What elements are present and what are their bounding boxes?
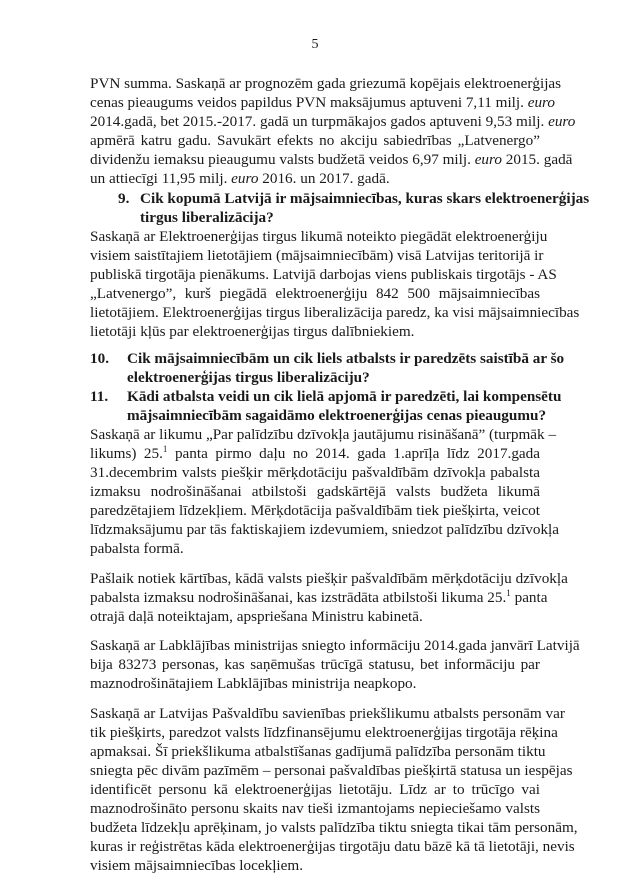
text-line: publiskā tirgotāja pienākums. Latvijā darbojas viens publiskais tirgotājs - AS [90, 266, 557, 283]
text-line: izmaksu nodrošināšanai atbilstoši gadskārtējā valsts budžeta likumā [90, 483, 540, 500]
text-line: Saskaņā ar Elektroenerģijas tirgus likumā noteikto piegādāt elektroenerģiju [90, 228, 548, 245]
text-line: visiem mājsaimniecības locekļiem. [90, 857, 303, 874]
question-text: elektroenerģijas tirgus liberalizāciju? [127, 369, 370, 386]
question-text: tirgus liberalizācija? [140, 209, 274, 226]
text-line: līdzmaksājumu par tās faktiskajiem izdevumiem, sniedzot palīdzību dzīvokļa [90, 521, 559, 538]
text-line: cenas pieaugums veidos papildus PVN maksājumus aptuveni 7,11 milj. euro [90, 94, 555, 111]
text-line: Saskaņā ar Labklājības ministrijas sniegto informāciju 2014.gada janvārī Latvijā [90, 637, 580, 654]
text-line: un attiecīgi 11,95 milj. euro 2016. un 2017. gadā. [90, 170, 390, 187]
text-line: kuras ir reģistrētas kāda elektroenerģijas tirgotāju datu bāzē kā tā lietotāji, nevis [90, 838, 575, 855]
question-text: Cik mājsaimniecībām un cik liels atbalsts ir paredzēts saistībā ar šo [127, 350, 565, 367]
text-line: lietotājiem. Elektroenerģijas tirgus liberalizācija paredz, ka visi mājsaimniecības [90, 304, 580, 321]
text-line: apmērā katru gadu. Savukārt efekts no akciju sabiedrības „Latvenergo” [90, 132, 540, 149]
text-line: maznodrošinātajiem Labklājības ministrija neapkopo. [90, 675, 417, 692]
text-line: „Latvenergo”, kurš piegādā elektroenerģiju 842 500 mājsaimniecības [90, 285, 540, 302]
text-line: Saskaņā ar Latvijas Pašvaldību savienības priekšlikumu atbalsts personām var [90, 705, 565, 722]
text-line: dividenžu iemaksu pieaugumu valsts budžetā veidos 6,97 milj. euro 2015. gadā [90, 151, 573, 168]
text-line: identificēt personu kā elektroenerģijas lietotāju. Līdz ar to trūcīgo vai [90, 781, 540, 798]
question-number: 11. [90, 388, 109, 405]
text-line: paredzētajiem līdzekļiem. Mērķdotācija pašvaldībām tiek piešķirta, veicot [90, 502, 540, 519]
text-line: otrajā daļā noteiktajam, apspriešana Ministru kabinetā. [90, 608, 423, 625]
text-line: pabalsta formā. [90, 540, 184, 557]
text-line: PVN summa. Saskaņā ar prognozēm gada griezumā kopējais elektroenerģijas [90, 75, 562, 92]
text-line: pabalsta izmaksu nodrošināšanai, kas izstrādāta atbilstoši likuma 25.$^1$ panta [90, 588, 548, 606]
question-number: 9. [118, 190, 130, 207]
text-line: bija 83273 personas, kas saņēmušas trūcīgā statusu, bet informāciju par [90, 656, 540, 673]
question-text: mājsaimniecībām sagaidāmo elektroenerģijas cenas pieaugumu? [127, 407, 547, 424]
text-line: 31.decembrim valsts piešķir mērķdotāciju pašvaldībām dzīvokļa pabalsta [90, 464, 540, 481]
text-line: 2014.gadā, bet 2015.-2017. gadā un turpmākajos gados aptuveni 9,53 milj. euro [90, 113, 576, 130]
text-line: tik piešķirts, paredzot valsts līdzfinansējumu elektroenerģijas tirgotāja rēķina [90, 724, 558, 741]
text-line: sniegta pēc divām pazīmēm – personai pašvaldības piešķirtā statusa un iespējas [90, 762, 573, 779]
text-line: maznodrošināto personu skaits nav tieši izmantojams nepieciešamo valsts [90, 800, 540, 817]
text-line: Pašlaik notiek kārtības, kādā valsts piešķir pašvaldībām mērķdotāciju dzīvokļa [90, 570, 568, 587]
question-number: 10. [90, 350, 109, 367]
text-line: apmaksai. Šī priekšlikuma atbalstīšanas gadījumā palīdzība personām tiktu [90, 743, 546, 760]
page-number: 5 [311, 37, 319, 52]
text-line: visiem saistītajiem lietotājiem (mājsaimniecībām) visā Latvijas teritorijā ir [90, 247, 544, 264]
question-text: Kādi atbalsta veidi un cik lielā apjomā ir paredzēti, lai kompensētu [127, 388, 562, 405]
question-text: Cik kopumā Latvijā ir mājsaimniecības, kuras skars elektroenerģijas [140, 190, 590, 207]
text-line: Saskaņā ar likumu „Par palīdzību dzīvokļa jautājumu risināšanā” (turpmāk – [90, 426, 557, 443]
text-line: budžeta līdzekļu aprēķinam, jo valsts palīdzība tiktu sniegta tikai tām personām, [90, 819, 578, 836]
text-line: lietotāji kļūs par elektroenerģijas tirgus dalībniekiem. [90, 323, 415, 340]
text-line: likums) 25.$^1$ panta pirmo daļu no 2014. gada 1.aprīļa līdz 2017.gada [90, 444, 541, 462]
